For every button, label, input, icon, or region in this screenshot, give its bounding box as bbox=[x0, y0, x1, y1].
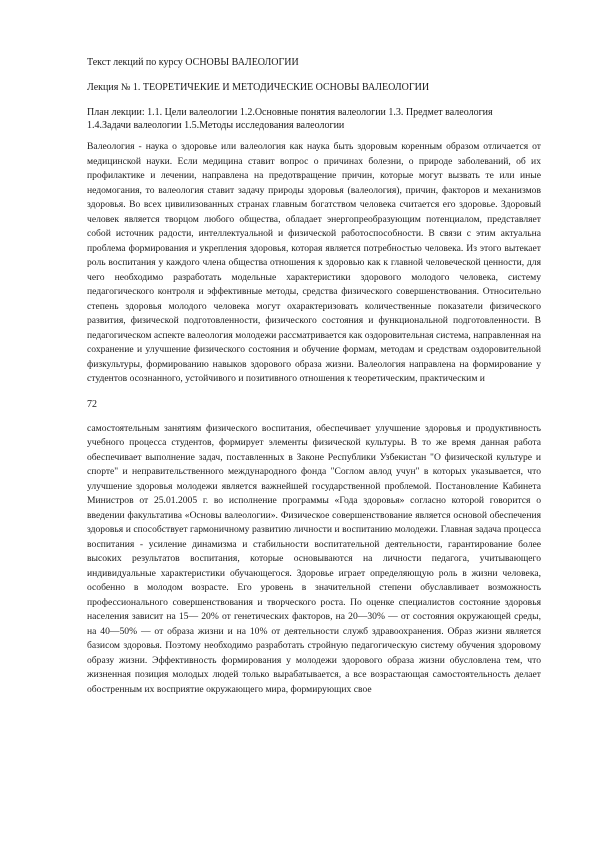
body-paragraph-1: Валеология - наука о здоровье или валеология как наука быть здоровым коренным образом отличается от медицинской науки. Если медицина ставит вопрос о причинах болезни, о природе заболеваний, об их профилактике и лечении, направлена на предотвращение причин, которые могут вызвать те или иные недомогания, то валеология ставит задачу природы здоровья (валеология), причин, факторов и механизмов здоровья. Во всех цивилизованных странах главным богатством человека считается его здоровье. Здоровый человек является творцом любого общества, обладает энергопреобразующим потенциалом, представляет собой источник радости, интеллектуальной и физической работоспособности. В связи с этим актуальна проблема формирования и укрепления здоровья, которая является потребностью человека. Из этого вытекает роль воспитания у каждого члена общества отношения к здоровью как к главной человеческой ценности, для чего необходимо разработать модельные характеристики здорового молодого человека, систему педагогического контроля и эффективные методы, средства физического совершенствования. Относительно степень здоровья молодого человека могут охарактеризовать количественные показатели физического развития, физической подготовленности, физического состояния и функциональной подготовленности. В педагогическом аспекте валеология молодежи рассматривается как оздоровительная система, направленная на сохранение и улучшение физического состояния и обучение формам, методам и средствам оздоровительной физкультуры, формированию навыков здорового образа жизни. Валеология направлена на формирование у студентов осознанного, устойчивого и позитивного отношения к теоретическим, практическим и bbox=[87, 141, 541, 384]
course-title: Текст лекций по курсу ОСНОВЫ ВАЛЕОЛОГИИ bbox=[87, 57, 299, 68]
page-number: 72 bbox=[87, 398, 97, 410]
body-paragraph-2: самостоятельным занятиям физического воспитания, обеспечивает улучшение здоровья и продуктивность учебного процесса студентов, формирует элементы физической культуры. В то же время данная работа обеспечивает выполнение задач, поставленных в Законе Республики Узбекистан "О физической культуре и спорте" и неправительственного международного фонда "Соглом авлод учун" в которых указывается, что улучшение здоровья молодежи является важнейшей государственной проблемой. Постановление Кабинета Министров от 25.01.2005 г. во исполнение программы «Года здоровья» согласно которой говорится о введении факультатива «Основы валеологии». Физическое совершенствование является основой обеспечения здоровья и способствует гармоничному развитию личности и воспитанию молодежи. Главная задача процесса воспитания - усиление динамизма и стабильности воспитательной деятельности, гарантирование более высоких результатов воспитания, которые основываются на личности педагога, учитывающего индивидуальные характеристики обучающегося. Здоровье играет определяющую роль в жизни человека, особенно в молодом возрасте. Его уровень в значительной степени обуславливает возможность профессионального совершенствования и творческого роста. По оценке специалистов состояние здоровья населения зависит на 15— 20% от генетических факторов, на 20—30% — от состояния окружающей среды, на 40—50% — от образа жизни и на 10% от деятельности служб здравоохранения. Образ жизни является базисом здоровья. Поэтому необходимо разработать стройную педагогическую систему обучения здоровому образу жизни. Эффективность формирования у молодежи здорового образа жизни обусловлена тем, что жизненная позиция молодых людей только вырабатывается, а все возрастающая самостоятельность делает обостренным их восприятие окружающего мира, формирующих свое bbox=[87, 422, 541, 695]
lecture-plan-line-2: 1.4.Задачи валеологии 1.5.Методы исследования валеологии bbox=[87, 120, 345, 131]
lecture-plan-line-1: План лекции: 1.1. Цели валеологии 1.2.Основные понятия валеологии 1.3. Предмет валеология bbox=[87, 107, 493, 118]
lecture-title: Лекция № 1. ТЕОРЕТИЧЕКИЕ И МЕТОДИЧЕСКИЕ ОСНОВЫ ВАЛЕОЛОГИИ bbox=[87, 82, 430, 93]
